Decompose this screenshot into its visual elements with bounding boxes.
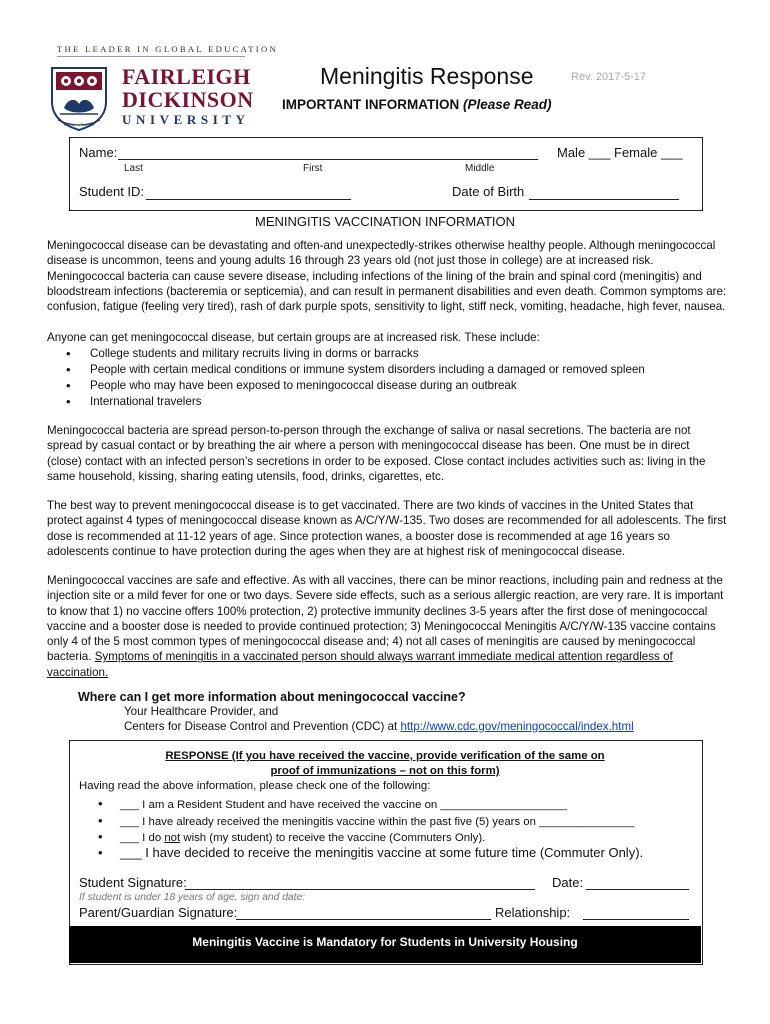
option-decline-vaccine[interactable]	[98, 829, 485, 844]
dob-field[interactable]	[529, 187, 679, 200]
cdc-link[interactable]: http://www.cdc.gov/meningococcal/index.html	[400, 720, 634, 733]
important-banner	[282, 97, 552, 112]
student-signature-label: Student Signature:	[79, 875, 187, 890]
revision-label: Rev. 2017-5-17	[571, 71, 647, 83]
vaccine-date-blank[interactable]: _______________	[539, 816, 635, 828]
risk-groups-list	[66, 346, 645, 410]
tagline-rule	[57, 56, 245, 57]
last-name-caption: Last	[124, 163, 143, 174]
svg-text:Fortiter et Suaviter: Fortiter et Suaviter	[63, 122, 95, 127]
university-name-line1: FAIRLEIGH	[122, 64, 251, 89]
option-vaccinated-within-five-years[interactable]	[98, 813, 634, 828]
list-item: • College students and military recruits living in dorms or barracks	[66, 346, 645, 362]
option-text: ___ I have decided to receive the meningitis vaccine at some future time (Commuter Only).	[120, 845, 644, 860]
paragraph-prevention	[47, 498, 727, 559]
option-text: ___ I do	[120, 832, 165, 844]
relationship-label: Relationship:	[495, 905, 571, 920]
paragraph-text: The best way to prevent meningococcal disease is to get vaccinated. There are two kinds of vaccines in the United States that protect against 4 types of meningococcal disease known as A/C/Y/W-135. Two doses are recommended for all adolescents. The first dose is recommended at 11-12 years of age. Since protection wanes, a booster dose is recommended at age 16 years so adolescents continue to have protection during the ages when they are at highest risk of meningococcal disease.	[47, 499, 727, 558]
list-item: • People who may have been exposed to meningococcal disease during an outbreak	[66, 378, 645, 394]
paragraph-text: Meningococcal bacteria are spread person-to-person through the exchange of saliva or nasal secretions. The bacteria are not spread by casual contact or by breathing the air where a person with meningococcal disease has been. One must be in direct (close) contact with an infected person’s secretions in order to be exposed. Close contact includes activities such as: living in the same household, kissing, sharing eating utensils, food, drinks, cigarettes, etc.	[47, 424, 706, 483]
paragraph-overview	[47, 238, 727, 314]
middle-name-caption: Middle	[465, 163, 495, 174]
vaccine-date-blank[interactable]: ____________________	[440, 799, 568, 811]
page-title: Meningitis Response	[320, 63, 534, 89]
student-signature-field[interactable]	[185, 877, 535, 890]
university-tagline: THE LEADER IN GLOBAL EDUCATION	[57, 44, 278, 54]
paragraph-text: Meningococcal disease can be devastating and often-and unexpectedly-strikes otherwise healthy people. Although meningococcal disease is uncommon, teens and young adults 16 through 23 years old (not just those in college) are at increased risk. Meningococcal bacteria can cause severe disease, including infections of the lining of the brain and spinal cord (meningitis) and bloodstream infections (bacteremia or septicemia), and can result in permanent disabilities and even death. Common symptoms are: confusion, fatigue (feeling very tired), rash of dark purple spots, sensitivity to light, stiff neck, vomiting, headache, high fever, nausea.	[47, 239, 727, 314]
female-checkbox[interactable]: Female ___	[614, 145, 683, 160]
more-info-question: Where can I get more information about meningococcal vaccine?	[78, 690, 466, 704]
option-text-not: not	[164, 832, 181, 844]
under18-note: If student is under 18 years of age, sign and date:	[79, 892, 306, 903]
safety-warning-text: Symptoms of meningitis in a vaccinated person should always warrant immediate medical attention regardless of vaccination.	[47, 650, 673, 679]
parent-signature-field[interactable]	[236, 907, 491, 920]
parent-signature-label: Parent/Guardian Signature:	[79, 905, 238, 920]
student-id-field[interactable]	[146, 187, 351, 200]
bullet-icon: •	[98, 813, 103, 828]
university-name-line3: UNIVERSITY	[122, 112, 250, 127]
relationship-field[interactable]	[583, 907, 689, 920]
response-heading-line1: RESPONSE (If you have received the vaccine, provide verification of the same on	[165, 750, 605, 762]
name-field[interactable]	[118, 147, 538, 160]
paragraph-text	[47, 573, 727, 680]
response-heading-line2: proof of immunizations – not on this form)	[270, 765, 500, 777]
date-label: Date:	[552, 875, 584, 890]
name-label: Name:	[79, 145, 118, 160]
student-id-label: Student ID:	[79, 184, 145, 199]
option-resident-vaccinated[interactable]	[98, 796, 567, 811]
date-field[interactable]	[586, 877, 689, 890]
more-info-provider: Your Healthcare Provider, and	[124, 705, 279, 718]
dob-label: Date of Birth	[452, 184, 525, 199]
list-item: • People with certain medical conditions or immune system disorders including a damaged or removed spleen	[66, 362, 645, 378]
male-checkbox[interactable]: Male ___	[557, 145, 611, 160]
university-crest-icon	[46, 64, 112, 132]
option-text: ___ I have already received the meningitis vaccine within the past five (5) years on	[120, 816, 536, 828]
bullet-icon: •	[98, 845, 103, 860]
paragraph-safety	[47, 573, 727, 680]
bullet-icon: •	[98, 829, 103, 844]
option-text: ___ I am a Resident Student and have received the vaccine on	[120, 799, 438, 811]
more-info-cdc	[124, 720, 634, 733]
safety-text: Meningococcal vaccines are safe and effective. As with all vaccines, there can be minor reactions, including pain and redness at the injection site or a mild fever for one or two days. Severe side effects, such as a serious allergic reaction, are very rare. It is important to know that 1) no vaccine offers 100% protection, 2) protective immunity declines 3-5 years after the first dose of meningococcal vaccine and a booster dose is needed to provide continued protection; 3) Meningococcal Meningitis A/C/Y/W-135 vaccine contains only 4 of the 5 most common types of meningococcal disease and; 4) not all cases of meningitis are caused by meningococcal bacteria.	[47, 574, 724, 664]
cdc-text: Centers for Disease Control and Prevention (CDC) at	[124, 720, 401, 733]
option-text: wish (my student) to receive the vaccine (Commuters Only).	[180, 832, 486, 844]
first-name-caption: First	[303, 163, 323, 174]
paragraph-transmission	[47, 423, 727, 484]
important-note: (Please Read)	[463, 97, 552, 112]
university-name-line2: DICKINSON	[122, 87, 254, 112]
section-title: MENINGITIS VACCINATION INFORMATION	[255, 214, 515, 229]
paragraph-text: Anyone can get meningococcal disease, but certain groups are at increased risk. These include:	[47, 331, 540, 344]
bullet-icon: •	[98, 796, 103, 811]
response-instruction: Having read the above information, please check one of the following:	[79, 780, 431, 792]
option-future-vaccine[interactable]	[98, 845, 643, 860]
list-item: • International travelers	[66, 394, 645, 410]
mandatory-vaccine-banner: Meningitis Vaccine is Mandatory for Students in University Housing	[69, 926, 701, 963]
paragraph-risk-groups	[47, 330, 727, 345]
important-main: IMPORTANT INFORMATION	[282, 97, 460, 112]
